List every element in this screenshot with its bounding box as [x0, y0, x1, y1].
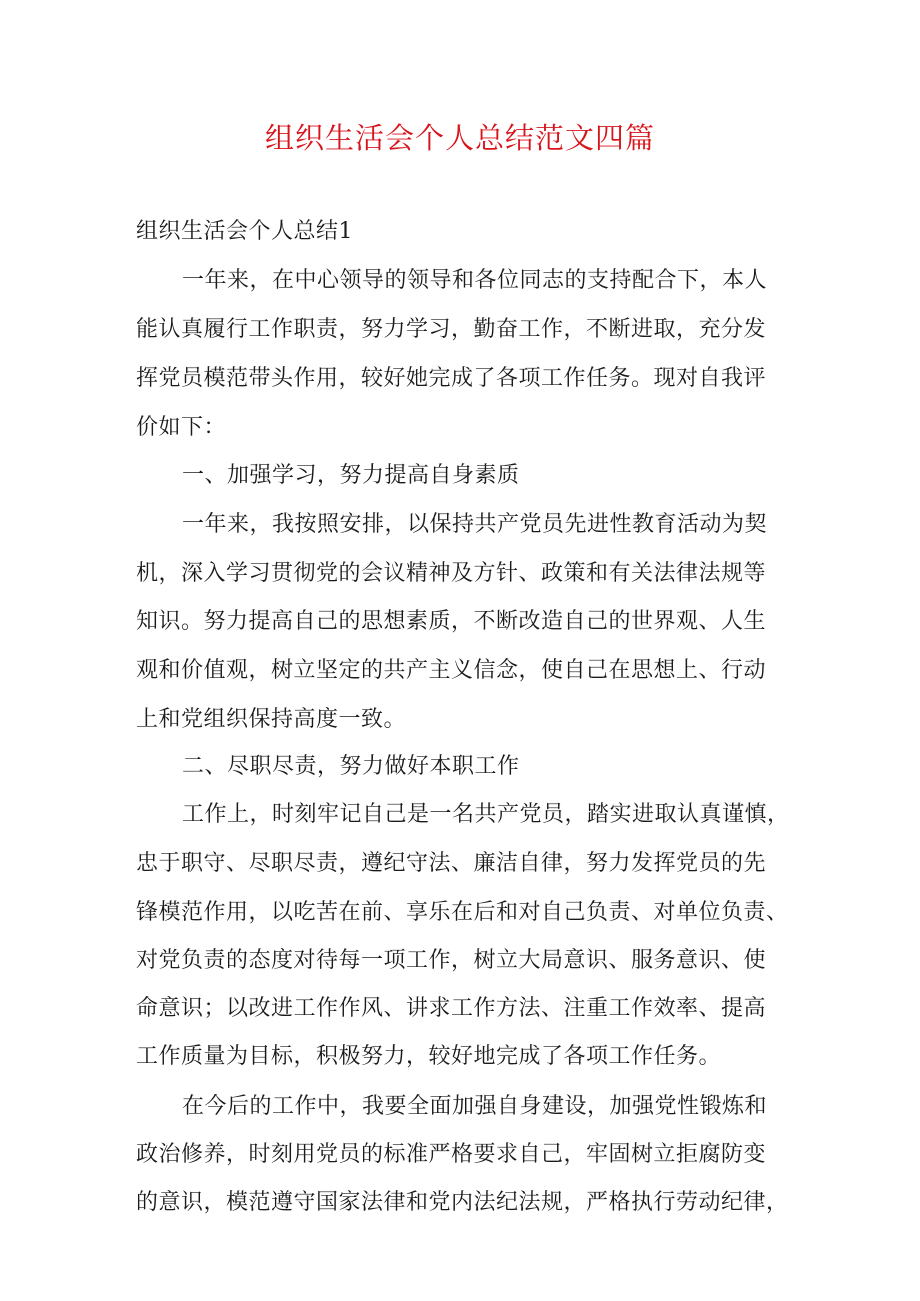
paragraph-line: 机，深入学习贯彻党的会议精神及方针、政策和有关法律法规等 [136, 561, 767, 586]
subsection-heading: 二、尽职尽责，努力做好本职工作 [182, 754, 520, 779]
paragraph-line: 观和价值观，树立坚定的共产主义信念，使自己在思想上、行动 [136, 658, 767, 683]
paragraph-line: 工作质量为目标，积极努力，较好地完成了各项工作任务。 [136, 1044, 722, 1069]
paragraph-line: 价如下： [136, 415, 227, 440]
paragraph-line: 忠于职守、尽职尽责，遵纪守法、廉洁自律，努力发挥党员的先 [136, 851, 767, 876]
paragraph-line: 上和党组织保持高度一致。 [136, 707, 407, 732]
paragraph-line: 一年来，我按照安排，以保持共产党员先进性教育活动为契 [182, 512, 768, 537]
paragraph-line: 锋模范作用，以吃苦在前、享乐在后和对自己负责、对单位负责、 [136, 900, 789, 925]
paragraph-line: 工作上，时刻牢记自己是一名共产党员，踏实进取认真谨慎， [182, 802, 790, 827]
paragraph-line: 一年来，在中心领导的领导和各位同志的支持配合下，本人 [182, 268, 768, 293]
paragraph-line: 对党负责的态度对待每一项工作，树立大局意识、服务意识、使 [136, 948, 767, 973]
subsection-heading: 一、加强学习，努力提高自身素质 [182, 463, 520, 488]
document-title: 组织生活会个人总结范文四篇 [264, 121, 655, 155]
paragraph-line: 在今后的工作中，我要全面加强自身建设，加强党性锻炼和 [182, 1094, 768, 1119]
paragraph-line: 的意识，模范遵守国家法律和党内法纪法规，严格执行劳动纪律， [136, 1190, 789, 1215]
paragraph-line: 政治修养，时刻用党员的标准严格要求自己，牢固树立拒腐防变 [136, 1142, 767, 1167]
paragraph-line: 能认真履行工作职责，努力学习，勤奋工作，不断进取，充分发 [136, 317, 767, 342]
paragraph-line: 挥党员模范带头作用，较好她完成了各项工作任务。现对自我评 [136, 366, 767, 391]
section-heading: 组织生活会个人总结1 [136, 219, 353, 244]
paragraph-line: 知识。努力提高自己的思想素质，不断改造自己的世界观、人生 [136, 609, 767, 634]
paragraph-line: 命意识；以改进工作作风、讲求工作方法、注重工作效率、提高 [136, 996, 767, 1021]
